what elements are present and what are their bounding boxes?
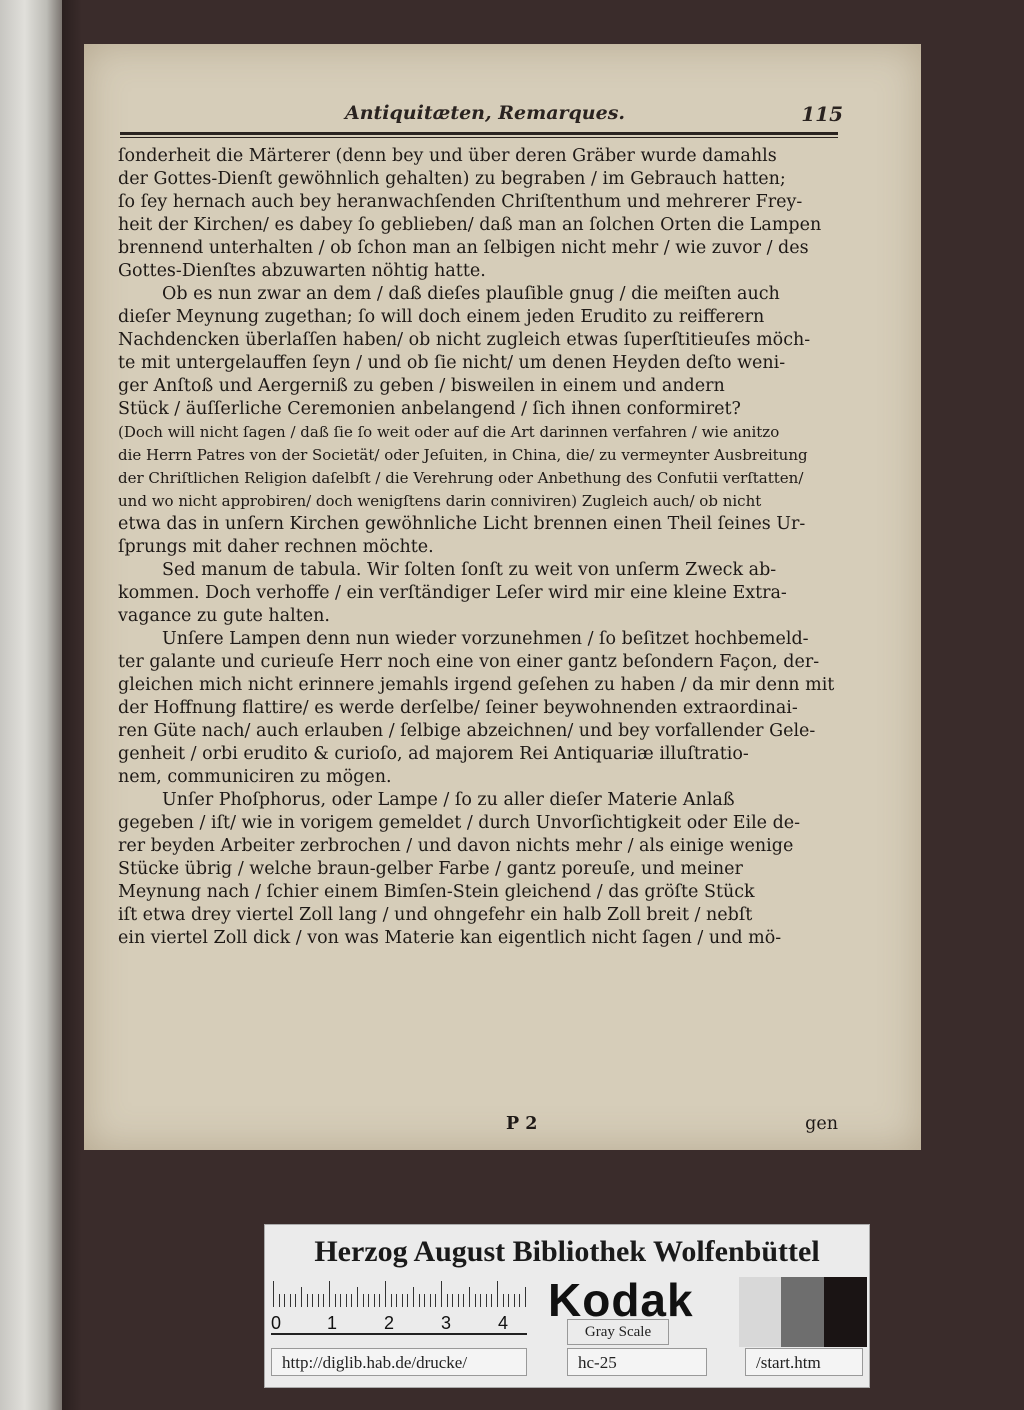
ruler-tick — [435, 1294, 436, 1307]
gray-scale-label: Gray Scale — [567, 1319, 669, 1345]
shelfmark-label: hc-25 — [567, 1348, 707, 1376]
gutter-shadow — [62, 0, 82, 1410]
ruler-tick — [424, 1294, 425, 1307]
ruler-tick — [508, 1294, 509, 1307]
text-line: iſt etwa drey viertel Zoll lang / und ohngefehr ein halb Zoll breit / nebſt — [118, 905, 753, 925]
ruler-tick — [391, 1294, 392, 1307]
ruler-tick — [335, 1294, 336, 1307]
text-line: die Herrn Patres von der Societät/ oder Jeſuiten, in China, die/ zu vermeynter Ausbreitung — [118, 446, 808, 464]
centimeter-ruler — [271, 1277, 527, 1335]
gray-patch-mid — [781, 1277, 824, 1347]
ruler-number: 3 — [441, 1313, 452, 1333]
text-line: genheit / orbi erudito & curioſo, ad majorem Rei Antiquariæ illuſtratio- — [118, 744, 749, 764]
text-line: rer beyden Arbeiter zerbrochen / und davon nichts mehr / als einige wenige — [118, 836, 794, 856]
kodak-logo: Kodak — [548, 1274, 694, 1326]
ruler-tick — [279, 1294, 280, 1307]
text-line: Unſer Phoſphorus, oder Lampe / ſo zu aller dieſer Materie Anlaß — [162, 790, 735, 810]
ruler-tick — [419, 1294, 420, 1307]
signature-mark: P 2 — [506, 1114, 538, 1134]
ruler-tick — [363, 1294, 364, 1307]
text-line: ſonderheit die Märterer (denn bey und über deren Gräber wurde damahls — [118, 146, 777, 166]
ruler-tick — [318, 1294, 319, 1307]
text-line: der Hoffnung flattire/ es werde derſelbe/ ſeiner beywohnenden extraordinai- — [118, 698, 798, 718]
ruler-tick — [385, 1281, 386, 1307]
text-line: ſprungs mit daher rechnen möchte. — [118, 537, 434, 557]
ruler-tick — [340, 1294, 341, 1307]
ruler-tick — [413, 1287, 414, 1307]
text-line: Stücke übrig / welche braun-gelber Farbe / gantz poreuſe, und meiner — [118, 859, 743, 879]
ruler-tick — [497, 1281, 498, 1307]
page-footer — [118, 1114, 840, 1138]
text-line: und wo nicht approbiren/ doch wenigſtens darin conniviren) Zugleich auch/ ob nicht — [118, 492, 762, 510]
book-page — [84, 44, 921, 1150]
ruler-tick — [290, 1294, 291, 1307]
ruler-tick — [525, 1287, 526, 1307]
ruler-number: 0 — [271, 1313, 282, 1333]
text-line: gleichen mich nicht erinnere jemahls irgend geſehen zu haben / da mir denn mit — [118, 675, 835, 695]
ruler-tick — [295, 1294, 296, 1307]
ruler-tick — [301, 1287, 302, 1307]
ruler-tick — [396, 1294, 397, 1307]
text-line: der Chriſtlichen Religion daſelbſt / die Verehrung oder Anbethung des Confutii verſtatten/ — [118, 469, 804, 487]
text-line: Nachdencken überlaſſen haben/ ob nicht zugleich etwas ſuperſtitieuſes möch- — [118, 330, 811, 350]
text-line: ſo ſey hernach auch bey heranwachſenden Chriſtenthum und mehrerer Frey- — [118, 192, 803, 212]
ruler-tick — [475, 1294, 476, 1307]
start-page-label: /start.htm — [745, 1348, 863, 1376]
ruler-number: 1 — [327, 1313, 338, 1333]
text-line: der Gottes-Dienſt gewöhnlich gehalten) zu begraben / im Gebrauch hatten; — [118, 169, 786, 189]
ruler-tick — [374, 1294, 375, 1307]
text-line: Gottes-Dienſtes abzuwarten nöhtig hatte. — [118, 261, 486, 281]
ruler-tick — [480, 1294, 481, 1307]
text-line: nem, communiciren zu mögen. — [118, 767, 392, 787]
gray-scale-patches — [739, 1277, 867, 1347]
ruler-tick — [329, 1281, 330, 1307]
text-line: gegeben / iſt/ wie in vorigem gemeldet / durch Unvorſichtigkeit oder Eile de- — [118, 813, 801, 833]
ruler-number: 4 — [498, 1313, 509, 1333]
catchword: gen — [805, 1114, 838, 1134]
ruler-tick — [402, 1294, 403, 1307]
text-line: kommen. Doch verhoffe / ein verſtändiger Leſer wird mir eine kleine Extra- — [118, 583, 787, 603]
ruler-tick — [486, 1294, 487, 1307]
ruler-tick — [452, 1294, 453, 1307]
ruler-tick — [469, 1287, 470, 1307]
text-line: (Doch will nicht ſagen / daß ſie ſo weit oder auf die Art darinnen verfahren / wie anitzo — [118, 423, 780, 441]
library-name: Herzog August Bibliothek Wolfenbüttel — [314, 1235, 820, 1268]
ruler-tick — [357, 1287, 358, 1307]
text-line: Sed manum de tabula. Wir ſolten ſonſt zu weit von unſerm Zweck ab- — [162, 560, 777, 580]
header-rule — [120, 132, 838, 138]
text-line: ein viertel Zoll dick / von was Materie kan eigentlich nicht ſagen / und mö- — [118, 928, 782, 948]
ruler-tick — [441, 1281, 442, 1307]
ruler-tick — [273, 1281, 274, 1307]
ruler-tick — [514, 1294, 515, 1307]
text-line: ter galante und curieuſe Herr noch eine von einer gantz beſondern Façon, der- — [118, 652, 820, 672]
ruler-tick — [463, 1294, 464, 1307]
library-color-card — [264, 1224, 870, 1388]
ruler-tick — [491, 1294, 492, 1307]
ruler-tick — [503, 1294, 504, 1307]
text-line: ren Güte nach/ auch erlauben / ſelbige abzeichnen/ und bey vorfallender Gele- — [118, 721, 816, 741]
ruler-tick — [430, 1294, 431, 1307]
ruler-tick — [323, 1294, 324, 1307]
text-line: vagance zu gute halten. — [118, 606, 330, 626]
text-line: dieſer Meynung zugethan; ſo will doch einem jeden Erudito zu reifferern — [118, 307, 765, 327]
ruler-number: 2 — [384, 1313, 395, 1333]
gray-patch-light — [739, 1277, 781, 1347]
previous-page-edge — [0, 0, 62, 1410]
text-line: brennend unterhalten / ob ſchon man an ſelbigen nicht mehr / wie zuvor / des — [118, 238, 809, 258]
ruler-tick — [307, 1294, 308, 1307]
ruler-tick — [458, 1294, 459, 1307]
ruler-tick — [379, 1294, 380, 1307]
ruler-tick — [368, 1294, 369, 1307]
gray-patch-dark — [824, 1277, 867, 1347]
text-line: te mit untergelauffen ſeyn / und ob ſie nicht/ um denen Heyden deſto weni- — [118, 353, 786, 373]
ruler-tick — [519, 1294, 520, 1307]
ruler-tick — [312, 1294, 313, 1307]
running-head: Antiquitæten, Remarques. — [344, 102, 626, 124]
text-line: Stück / äuſſerliche Ceremonien anbelangend / ſich ihnen conformiret? — [118, 399, 741, 419]
ruler-tick — [284, 1294, 285, 1307]
ruler-tick — [346, 1294, 347, 1307]
text-line: Unſere Lampen denn nun wieder vorzunehmen / ſo beſitzet hochbemeld- — [162, 629, 809, 649]
text-line: heit der Kirchen/ es dabey ſo geblieben/ daß man an ſolchen Orten die Lampen — [118, 215, 822, 235]
ruler-tick — [407, 1294, 408, 1307]
url-label: http://diglib.hab.de/drucke/ — [271, 1348, 527, 1376]
text-line: Meynung nach / ſchier einem Bimſen-Stein gleichend / das gröſte Stück — [118, 882, 755, 902]
text-line: ger Anſtoß und Aergerniß zu geben / bisweilen in einem und andern — [118, 376, 725, 396]
text-line: Ob es nun zwar an dem / daß dieſes plauſible gnug / die meiſten auch — [162, 284, 780, 304]
page-number: 115 — [801, 102, 843, 126]
text-line: etwa das in unſern Kirchen gewöhnliche Licht brennen einen Theil ſeines Ur- — [118, 514, 806, 534]
ruler-tick — [447, 1294, 448, 1307]
ruler-tick — [351, 1294, 352, 1307]
text-body — [118, 145, 840, 950]
